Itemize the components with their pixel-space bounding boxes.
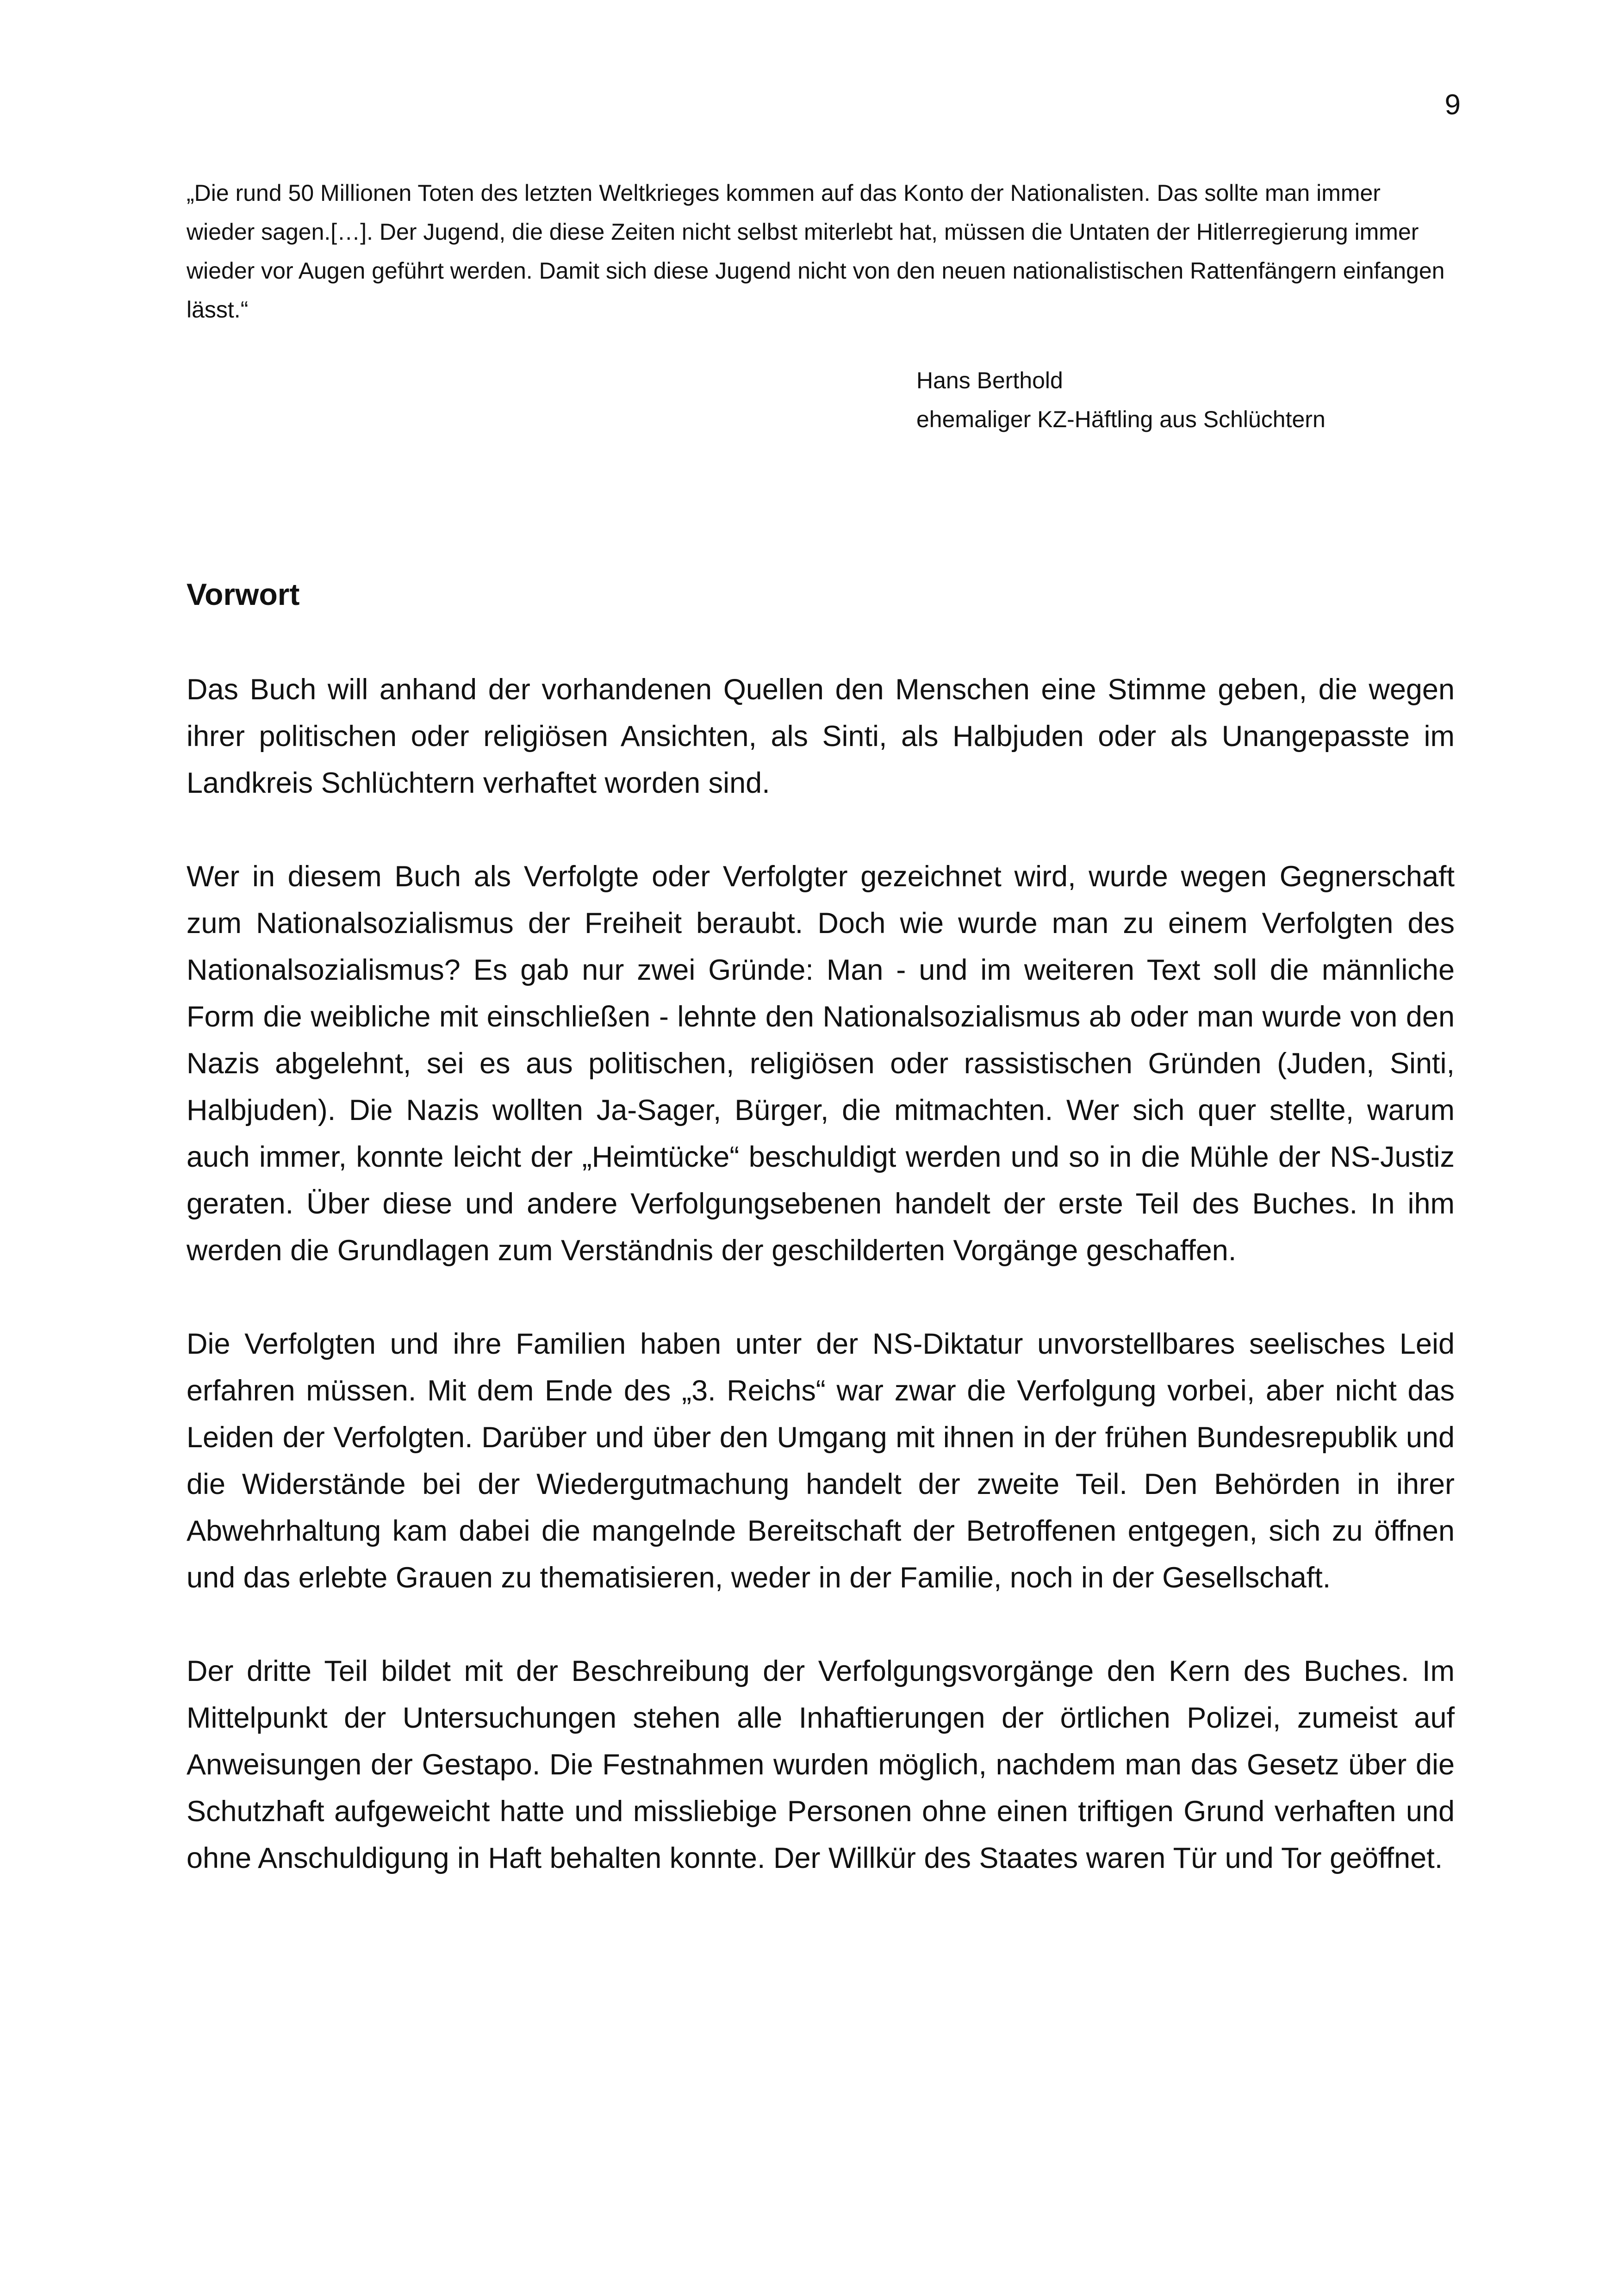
epigraph-attribution [916,361,1326,439]
epigraph-quote: „Die rund 50 Millionen Toten des letzten Weltkrieges kommen auf das Konto der Nationalisten. Das sollte man immer wieder sagen.[…]. Der Jugend, die diese Zeiten nicht selbst miterlebt hat, müssen die Untaten der Hitlerregierung immer wieder vor Augen geführt werden. Damit sich diese Jugend nicht von den neuen nationalistischen Rattenfängern einfangen lässt.“ [187,180,1445,323]
page-number: 9 [1444,89,1461,121]
section-body [187,666,1455,1929]
epigraph-author-role: ehemaliger KZ-Häftling aus Schlüchtern [916,406,1326,432]
section-heading: Vorwort [187,577,300,611]
epigraph-author: Hans Berthold [916,367,1063,393]
paragraph: Der dritte Teil bildet mit der Beschreibung der Verfolgungsvorgänge den Kern des Buches. Im Mittelpunkt der Untersuchungen stehen alle Inhaftierungen der örtlichen Polizei, zumeist auf Anweisungen der Gestapo. Die Festnahmen wurden möglich, nachdem man das Gesetz über die Schutzhaft aufgeweicht hatte und missliebige Personen ohne einen triftigen Grund verhaften und ohne Anschuldigung in Haft behalten konnte. Der Willkür des Staates waren Tür und Tor geöffnet. [187,1655,1455,1874]
paragraph: Wer in diesem Buch als Verfolgte oder Verfolgter gezeichnet wird, wurde wegen Gegnerschaft zum Nationalsozialismus der Freiheit beraubt. Doch wie wurde man zu einem Verfolgten des Nationalsozialismus? Es gab nur zwei Gründe: Man - und im weiteren Text soll die männliche Form die weibliche mit einschließen - lehnte den Nationalsozialismus ab oder man wurde von den Nazis abgelehnt, sei es aus politischen, religiösen oder rassistischen Gründen (Juden, Sinti, Halbjuden). Die Nazis wollten Ja-Sager, Bürger, die mitmachten. Wer sich quer stellte, warum auch immer, konnte leicht der „Heimtücke“ beschuldigt werden und so in die Mühle der NS-Justiz geraten. Über diese und andere Verfolgungsebenen handelt der erste Teil des Buches. In ihm werden die Grundlagen zum Verständnis der geschilderten Vorgänge geschaffen. [187,860,1455,1267]
paragraph: Die Verfolgten und ihre Familien haben unter der NS-Diktatur unvorstellbares seelisches Leid erfahren müssen. Mit dem Ende des „3. Reichs“ war zwar die Verfolgung vorbei, aber nicht das Leiden der Verfolgten. Darüber und über den Umgang mit ihnen in der frühen Bundesrepublik und die Widerstände bei der Wiedergutmachung handelt der zweite Teil. Den Behörden in ihrer Abwehrhaltung kam dabei die mangelnde Bereitschaft der Betroffenen entgegen, sich zu öffnen und das erlebte Grauen zu thematisieren, weder in der Familie, noch in der Gesellschaft. [187,1328,1455,1594]
paragraph: Das Buch will anhand der vorhandenen Quellen den Menschen eine Stimme geben, die wegen ihrer politischen oder religiösen Ansichten, als Sinti, als Halbjuden oder als Unangepasste im Landkreis Schlüchtern verhaftet worden sind. [187,673,1455,799]
